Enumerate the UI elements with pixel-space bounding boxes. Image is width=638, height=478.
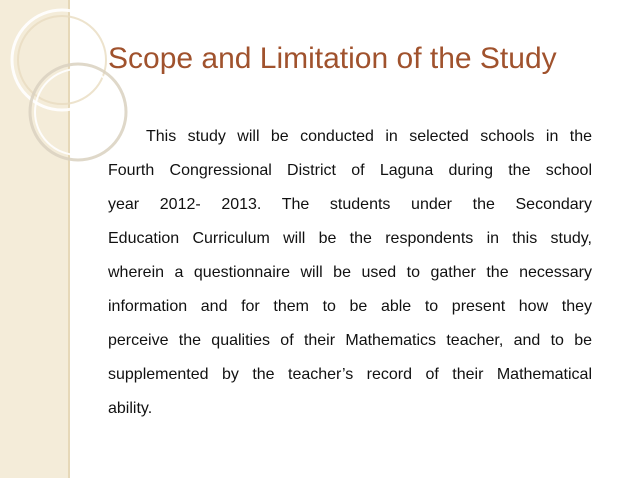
body-line: wherein a questionnaire will be used to gather the necessary [108, 264, 592, 281]
body-line: Education Curriculum will be the respondents in this study, [108, 230, 592, 247]
body-line: Fourth Congressional District of Laguna during the school [108, 162, 592, 179]
body-line: year 2012- 2013. The students under the Secondary [108, 196, 592, 213]
body-line: This study will be conducted in selected schools in the [146, 128, 592, 145]
body-line: information and for them to be able to present how they [108, 298, 592, 315]
body-line: perceive the qualities of their Mathematics teacher, and to be [108, 332, 592, 349]
body-line: ability. [108, 400, 153, 417]
body-paragraph [108, 120, 592, 426]
left-decorative-band [0, 0, 70, 478]
body-line: supplemented by the teacher’s record of their Mathematical [108, 366, 592, 383]
slide-title: Scope and Limitation of the Study [108, 42, 557, 75]
